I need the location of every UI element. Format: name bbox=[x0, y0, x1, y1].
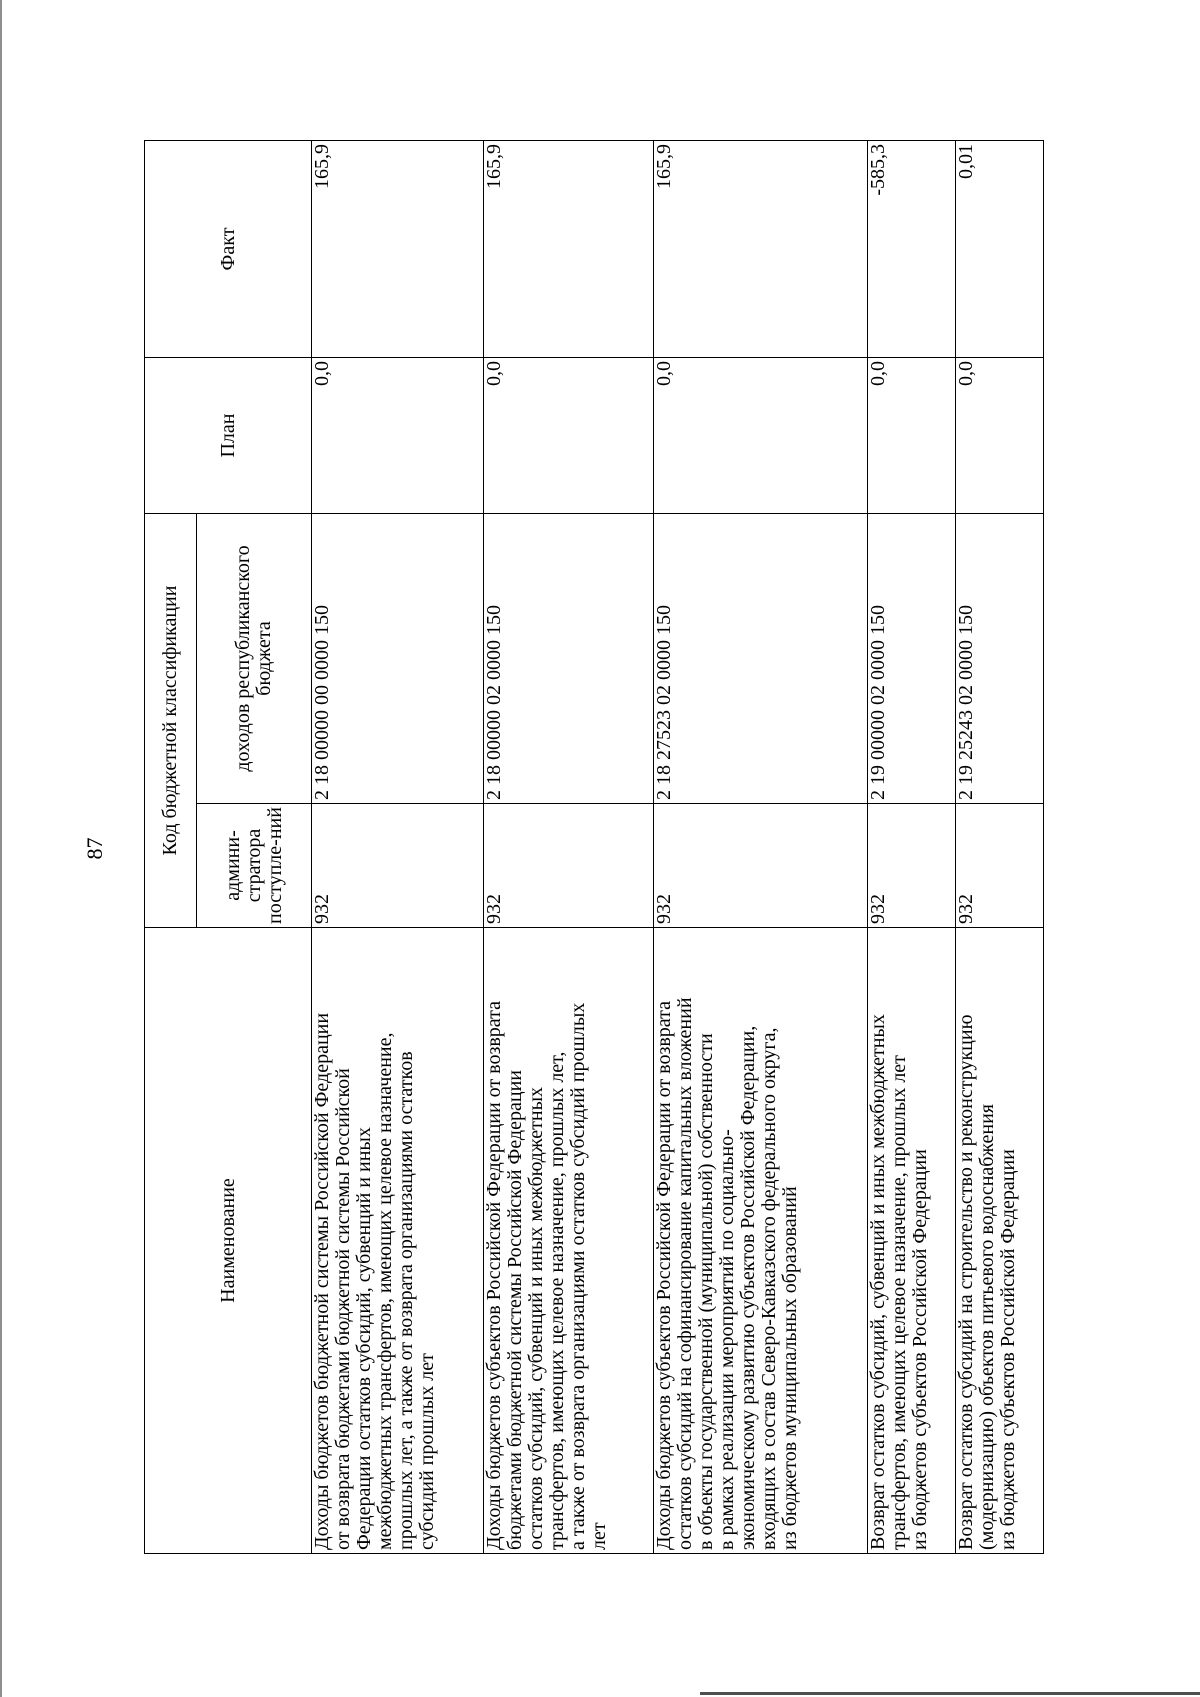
name-line: Возврат остатков субсидий, субвенций и иных межбюджетных bbox=[867, 1014, 889, 1550]
header-row-top bbox=[145, 141, 197, 1554]
header-name: Наименование bbox=[145, 928, 312, 1554]
cell-plan: 0,0 bbox=[868, 358, 956, 514]
cell-name bbox=[956, 928, 1044, 1554]
cell-code: 2 19 00000 02 0000 150 bbox=[868, 514, 956, 804]
cell-fact: 165,9 bbox=[484, 141, 654, 358]
name-line: трансфертов, имеющих целевое назначение, прошлых лет, bbox=[546, 1051, 568, 1550]
cell-plan: 0,0 bbox=[956, 358, 1044, 514]
name-line: из бюджетов муниципальных образований bbox=[779, 1186, 801, 1550]
name-line: (модернизацию) объектов питьевого водоснабжения bbox=[976, 1104, 998, 1550]
name-line: в объекты государственной (муниципальной) собственности bbox=[695, 1033, 717, 1550]
table-row bbox=[956, 141, 1044, 1554]
cell-code: 2 18 00000 02 0000 150 bbox=[484, 514, 654, 804]
cell-admin: 932 bbox=[654, 804, 868, 928]
name-line: Доходы бюджетов бюджетной системы Российской Федерации bbox=[311, 1012, 333, 1550]
name-line: субсидий прошлых лет bbox=[416, 1353, 438, 1550]
table-row bbox=[868, 141, 956, 1554]
cell-name bbox=[484, 928, 654, 1554]
name-line: бюджетами бюджетной системы Российской Федерации bbox=[504, 1070, 526, 1550]
name-line: в рамках реализации мероприятий по социально- bbox=[716, 1129, 738, 1550]
header-income: доходов республиканского бюджета bbox=[197, 514, 312, 804]
cell-admin: 932 bbox=[956, 804, 1044, 928]
cell-fact: 165,9 bbox=[654, 141, 868, 358]
cell-admin: 932 bbox=[312, 804, 484, 928]
cell-name bbox=[654, 928, 868, 1554]
cell-fact: -585,3 bbox=[868, 141, 956, 358]
cell-fact: 165,9 bbox=[312, 141, 484, 358]
header-admin: админи-стратора поступле-ний bbox=[197, 804, 312, 928]
cell-code: 2 18 00000 00 0000 150 bbox=[312, 514, 484, 804]
header-plan: План bbox=[145, 358, 312, 514]
table-row bbox=[312, 141, 484, 1554]
cell-fact: 0,01 bbox=[956, 141, 1044, 358]
cell-plan: 0,0 bbox=[312, 358, 484, 514]
cell-code: 2 19 25243 02 0000 150 bbox=[956, 514, 1044, 804]
cell-admin: 932 bbox=[484, 804, 654, 928]
header-fact: Факт bbox=[145, 141, 312, 358]
name-line: остатков субсидий, субвенций и иных межбюджетных bbox=[525, 1086, 547, 1550]
header-code-group: Код бюджетной классификации bbox=[145, 514, 197, 928]
name-line: из бюджетов субъектов Российской Федерации bbox=[909, 1149, 931, 1550]
name-line: остатков субсидий на софинансирование капитальных вложений bbox=[674, 997, 696, 1550]
cell-plan: 0,0 bbox=[654, 358, 868, 514]
name-line: входящих в состав Северо-Кавказского федерального округа, bbox=[758, 1027, 780, 1550]
name-line: межбюджетных трансфертов, имеющих целевое назначение, bbox=[374, 1032, 396, 1550]
table-row bbox=[654, 141, 868, 1554]
name-line: Федерации остатков субсидий, субвенций и иных bbox=[353, 1127, 375, 1550]
name-line: а также от возврата организациями остатков субсидий прошлых bbox=[567, 1002, 589, 1550]
cell-admin: 932 bbox=[868, 804, 956, 928]
page-number: 87 bbox=[82, 837, 107, 860]
name-line: Доходы бюджетов субъектов Российской Федерации от возврата bbox=[653, 1000, 675, 1550]
name-line: трансфертов, имеющих целевое назначение, прошлых лет bbox=[888, 1055, 910, 1550]
name-line: из бюджетов субъектов Российской Федерации bbox=[997, 1149, 1019, 1550]
name-line: от возврата бюджетами бюджетной системы Российской bbox=[332, 1068, 354, 1550]
cell-code: 2 18 27523 02 0000 150 bbox=[654, 514, 868, 804]
cell-name bbox=[868, 928, 956, 1554]
name-line: прошлых лет, а также от возврата организациями остатков bbox=[395, 1051, 417, 1550]
budget-table bbox=[144, 140, 1044, 1554]
cell-plan: 0,0 bbox=[484, 358, 654, 514]
name-line: Доходы бюджетов субъектов Российской Федерации от возврата bbox=[483, 1000, 505, 1550]
name-line: Возврат остатков субсидий на строительство и реконструкцию bbox=[955, 1014, 977, 1550]
cell-name bbox=[312, 928, 484, 1554]
name-line: лет bbox=[588, 1522, 610, 1550]
table-body bbox=[312, 141, 1044, 1554]
name-line: экономическому развитию субъектов Российской Федерации, bbox=[737, 1025, 759, 1550]
table-row bbox=[484, 141, 654, 1554]
